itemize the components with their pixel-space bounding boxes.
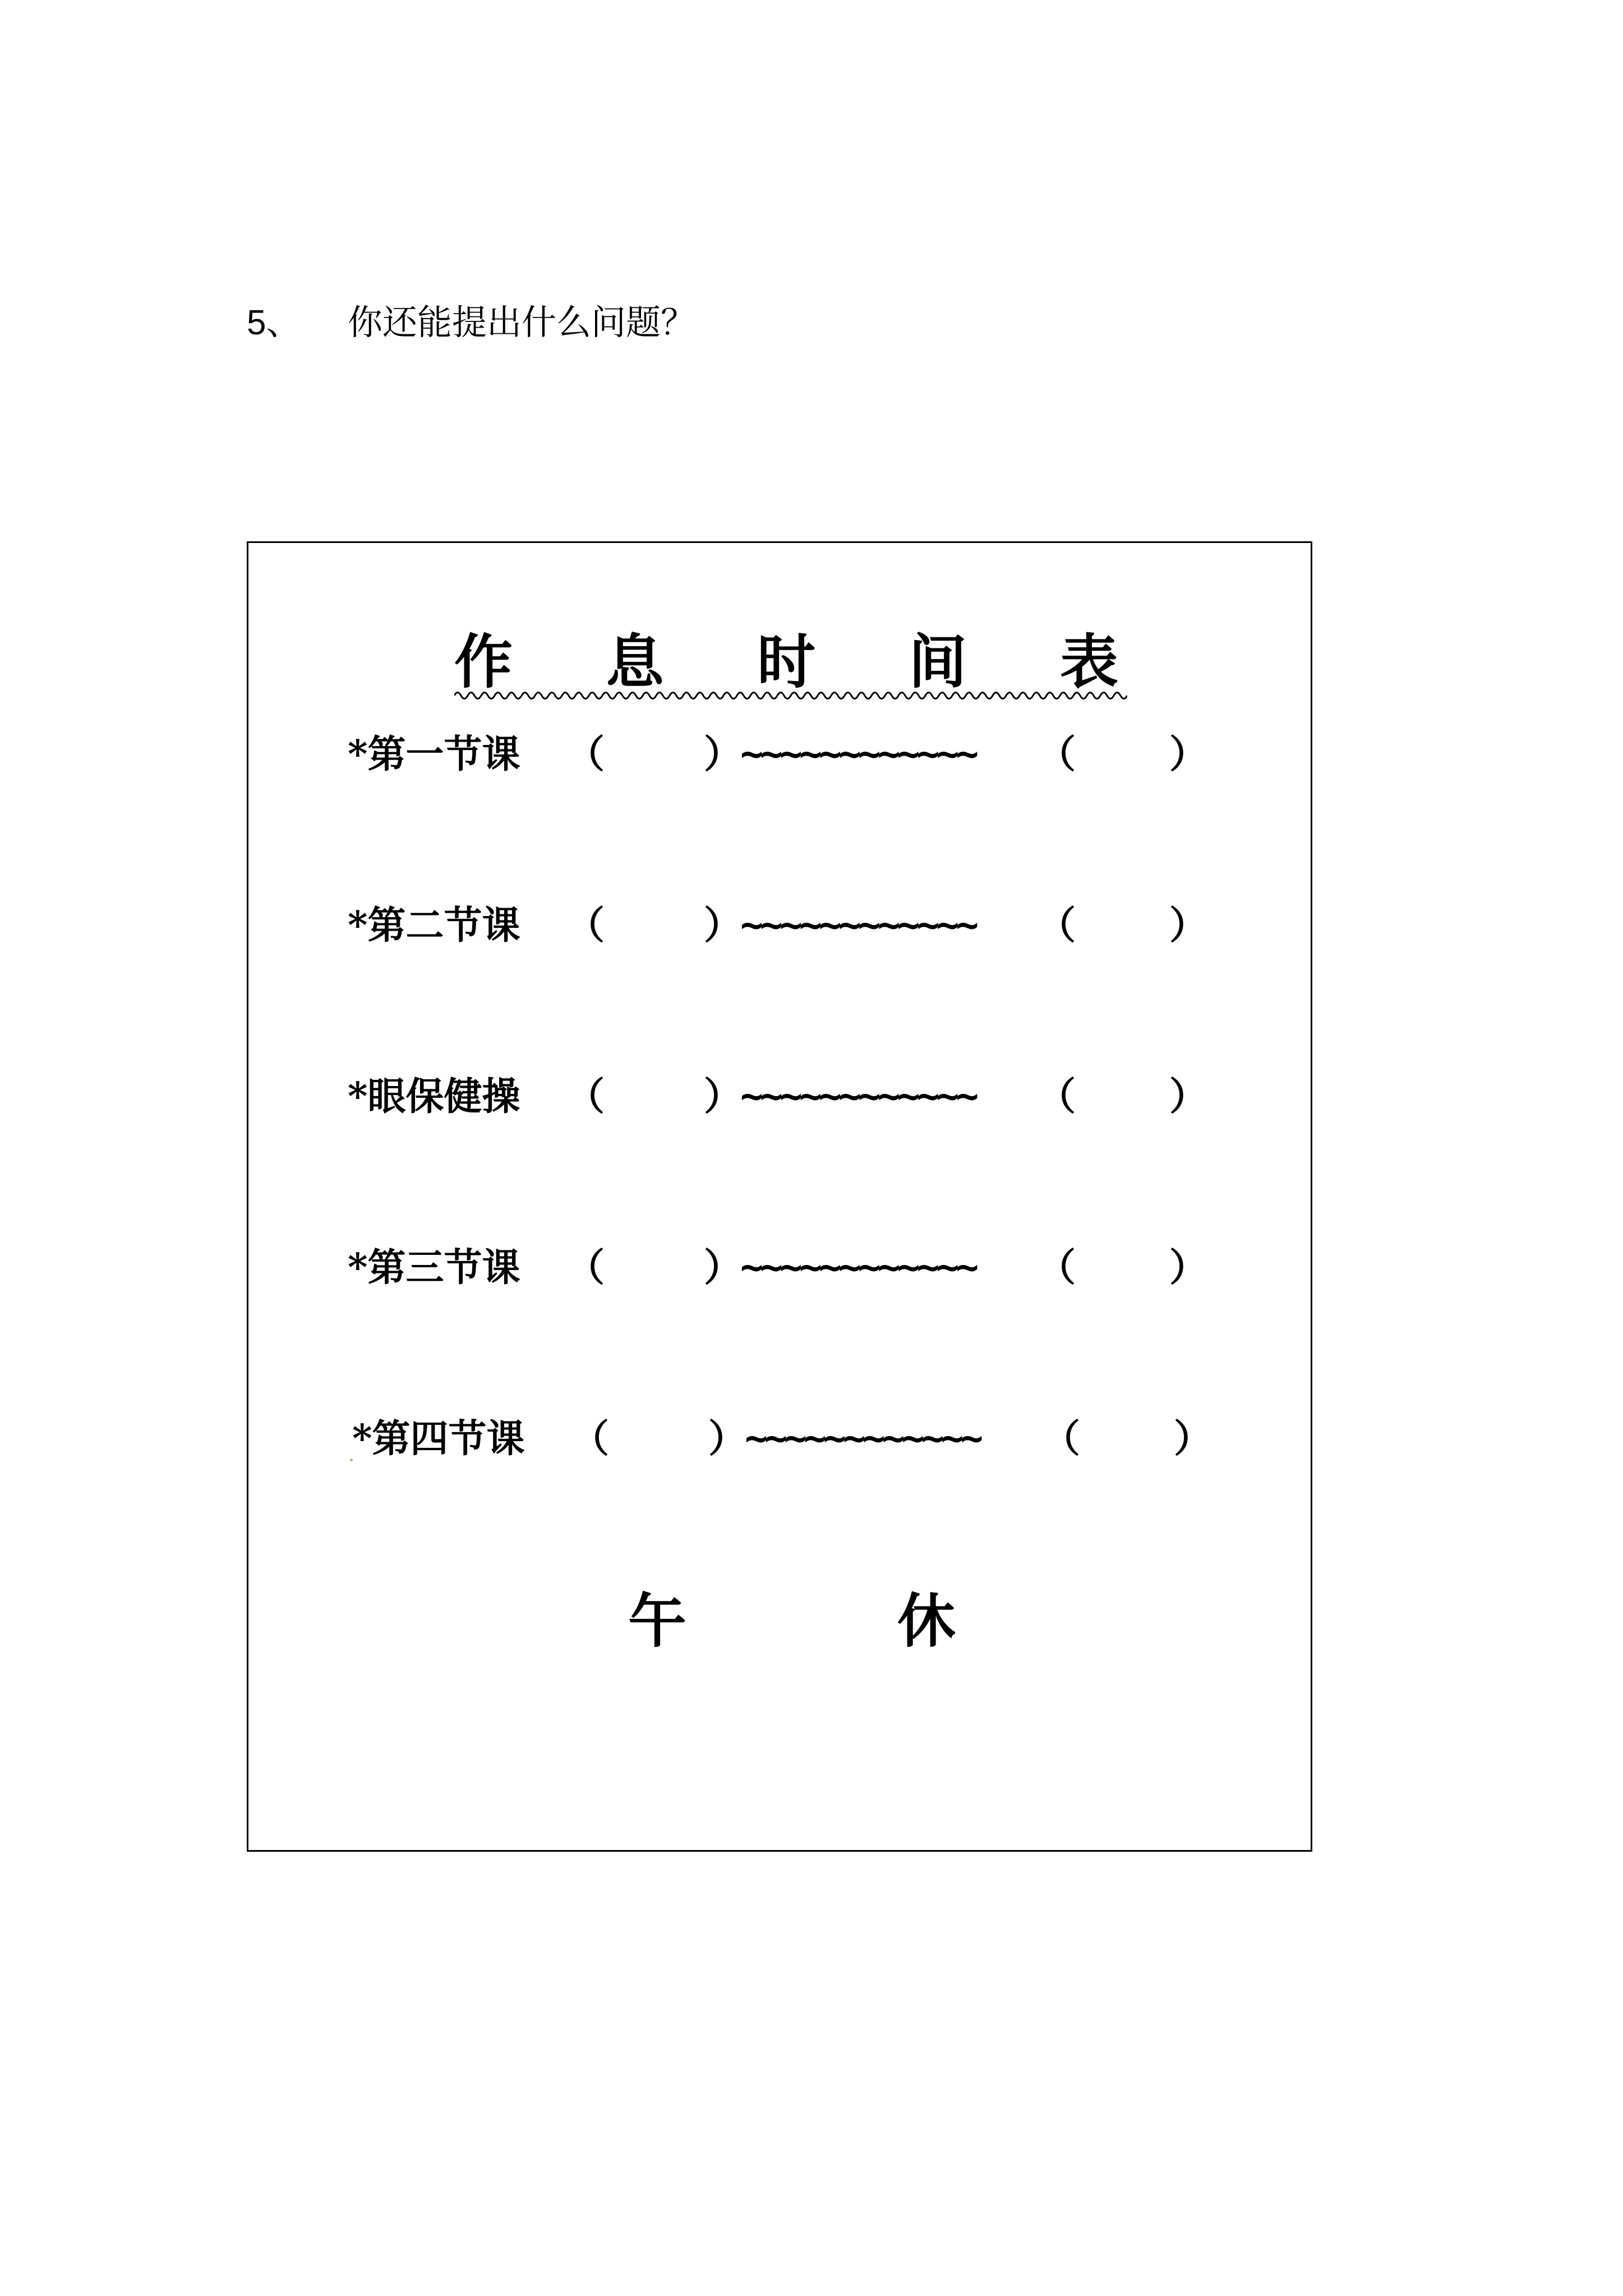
end-time-close: ） xyxy=(1169,1074,1208,1119)
start-time-close: ） xyxy=(704,1245,743,1290)
row-tilde-line: ~~~~~~~~~~~~ xyxy=(745,1416,980,1461)
title-char: 息 xyxy=(606,627,665,696)
start-time-open: （ xyxy=(566,732,605,777)
title-char: 作 xyxy=(454,627,513,696)
row-tilde-line: ~~~~~~~~~~~~ xyxy=(740,1245,976,1290)
title-char: 间 xyxy=(909,627,967,696)
start-time-close: ） xyxy=(704,732,743,777)
end-time-open: （ xyxy=(1038,903,1076,948)
start-time-open: （ xyxy=(566,1245,605,1290)
question-number: 5、 xyxy=(247,303,301,342)
start-time-close: ） xyxy=(708,1416,747,1461)
row-label: *第四节课 xyxy=(352,1416,525,1461)
row-tilde-line: ~~~~~~~~~~~~ xyxy=(740,732,976,776)
row-label: *眼保健操 xyxy=(348,1074,520,1119)
nap-char: 午 xyxy=(628,1586,687,1655)
title-char: 表 xyxy=(1060,627,1119,696)
end-time-open: （ xyxy=(1038,1245,1076,1290)
end-time-open: （ xyxy=(1038,1074,1076,1119)
question-5 xyxy=(247,300,695,346)
end-time-open: （ xyxy=(1038,732,1076,777)
nap-char: 休 xyxy=(897,1586,956,1655)
schedule-title xyxy=(454,625,1127,710)
row-label: *第三节课 xyxy=(348,1245,520,1290)
start-time-open: （ xyxy=(571,1416,610,1461)
end-time-close: ） xyxy=(1169,732,1208,777)
start-time-open: （ xyxy=(566,1074,605,1119)
title-wavy-underline xyxy=(454,687,1127,704)
row-label: *第一节课 xyxy=(348,732,520,777)
row-label: *第二节课 xyxy=(348,903,520,948)
question-text: 你还能提出什么问题？ xyxy=(348,302,696,343)
start-time-close: ） xyxy=(704,903,743,948)
end-time-open: （ xyxy=(1042,1416,1081,1461)
title-char: 时 xyxy=(757,627,816,696)
end-time-close: ） xyxy=(1169,903,1208,948)
end-time-close: ） xyxy=(1174,1416,1212,1461)
start-time-close: ） xyxy=(704,1074,743,1119)
end-time-close: ） xyxy=(1169,1245,1208,1290)
row-tilde-line: ~~~~~~~~~~~~ xyxy=(740,1074,976,1119)
row-tilde-line: ~~~~~~~~~~~~ xyxy=(740,903,976,947)
start-time-open: （ xyxy=(566,903,605,948)
